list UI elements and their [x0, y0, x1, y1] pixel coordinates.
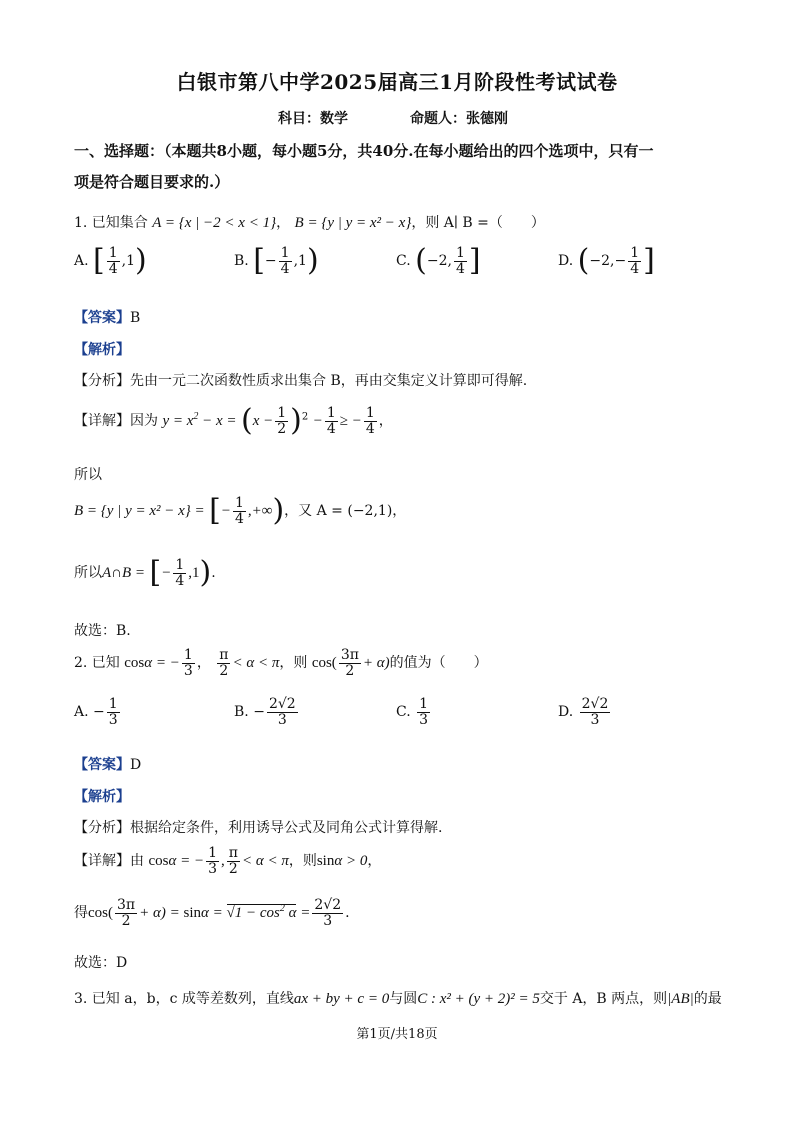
q2-prefix: 2. 已知 — [74, 655, 120, 672]
q1-set-a: A = {x | −2 < x < 1} — [152, 215, 277, 231]
frac-den: 4 — [630, 260, 640, 277]
formula-tail: ，又 A = (−2,1)， — [284, 503, 407, 520]
frac-num: 1 — [630, 245, 640, 261]
q2-analysis-tag — [74, 786, 130, 806]
subject-label: 科目：数学 — [278, 111, 348, 127]
frac-num: 1 — [455, 245, 465, 261]
analysis-tag: 【解析】 — [74, 789, 130, 805]
fenxi-tag: 【分析】 — [74, 373, 130, 389]
q1-stem — [74, 212, 545, 232]
frac-num: 1 — [280, 245, 290, 261]
option-label: A. — [74, 253, 89, 270]
q3-text-b: 与圆 — [389, 991, 418, 1007]
frac-num: 1 — [108, 696, 118, 712]
frac-den: 3 — [108, 711, 118, 728]
q2-sep: ， — [196, 655, 211, 672]
q1-set-b: B = {y | y = x² − x} — [294, 215, 412, 231]
frac-num: 2√2 — [268, 696, 296, 712]
q1-answer-line — [74, 307, 140, 327]
option-label: C. — [396, 704, 411, 721]
suoyi-text: 所以 — [74, 565, 102, 582]
frac-den: 4 — [280, 260, 290, 277]
formula-inter: A∩B = — [102, 565, 146, 582]
q1-option-a — [74, 243, 147, 279]
q3-text-c: 交于 A，B 两点，则 — [539, 991, 668, 1007]
option-label: D. — [558, 253, 574, 270]
page-title: 白银市第八中学2025届高三1月阶段性考试试卷 — [176, 70, 618, 94]
q1-option-d — [558, 243, 655, 279]
formula-b: B = {y | y = x² − x} = — [74, 503, 205, 520]
fenxi-text: 根据给定条件，利用诱导公式及同角公式计算得解. — [130, 820, 443, 836]
q3-stem — [74, 988, 722, 1008]
q3-circle-eq: C : x² + (y + 2)² = 5 — [417, 991, 540, 1007]
frac-den: 3 — [277, 711, 287, 728]
fenxi-text: 先由一元二次函数性质求出集合 B，再由交集定义计算即可得解. — [130, 373, 528, 389]
answer-tag: 【答案】 — [74, 757, 130, 773]
option-rest: ,1 — [293, 253, 307, 270]
detail-text: 由 — [130, 853, 144, 870]
frac-num: 1 — [419, 696, 429, 712]
q1-analysis-tag — [74, 339, 130, 359]
option-label: C. — [396, 253, 411, 270]
bracket: ) — [306, 243, 319, 279]
q2-derivation: 得cos( $\frac{3\pi}{2}$ + $\alpha) = \sin\alpha = √1 - \cos^2 \alpha$ = $\frac{2√2}{3}$ . — [74, 897, 350, 929]
q2-sep2: ，则 — [279, 655, 308, 672]
frac-den: 4 — [108, 260, 118, 277]
q2-option-a — [74, 697, 122, 727]
bracket: ) — [135, 243, 147, 279]
bracket: [ — [253, 243, 265, 279]
bracket: [ — [93, 243, 105, 279]
option-sign: − — [253, 704, 265, 721]
q2-end: 故选：D — [74, 955, 128, 971]
q3-line-eq: ax + by + c = 0 — [293, 991, 390, 1007]
bracket: ] — [643, 243, 655, 279]
de-text: 得 — [74, 905, 88, 922]
analysis-tag: 【解析】 — [74, 342, 130, 358]
q1-suoyi: 所以 — [74, 467, 102, 483]
q3-ab: |AB| — [667, 991, 694, 1007]
fenxi-tag: 【分析】 — [74, 820, 130, 836]
frac-den: 3 — [590, 711, 600, 728]
q3-text-a: 3. 已知 a，b，c 成等差数列，直线 — [74, 991, 294, 1007]
answer-tag: 【答案】 — [74, 310, 130, 326]
q2-fenxi — [74, 817, 442, 837]
bracket: ( — [577, 243, 590, 279]
frac-den: 3 — [419, 711, 429, 728]
section-header-line1: 一、选择题：（本题共8小题，每小题5分，共40分.在每小题给出的四个选项中，只有一 — [74, 142, 654, 160]
detail-tail: ， — [378, 413, 393, 430]
option-label: D. — [558, 704, 574, 721]
q2-option-c — [396, 697, 432, 727]
option-sign: − — [93, 704, 105, 721]
q3-text-d: 的最 — [693, 991, 722, 1007]
q1-answer: B — [130, 310, 141, 326]
bracket: ] — [468, 243, 481, 279]
q2-detail: 【详解】由 cosα = − $\frac{1}{3}$ , $\frac{\pi}{2}$ < α < π，则sinα > 0， — [74, 845, 382, 877]
q2-answer-line — [74, 754, 141, 774]
q1-end: 故选：B. — [74, 623, 131, 639]
q1-option-c — [396, 243, 481, 279]
q1-option-b — [234, 243, 319, 279]
option-label: B. — [234, 704, 249, 721]
q2-option-d — [558, 697, 612, 727]
option-pre: −2, — [426, 253, 452, 270]
bracket: ( — [415, 243, 427, 279]
q1-ask: ，则 A∣ B =（ ） — [411, 215, 545, 231]
q2-answer: D — [130, 757, 142, 773]
q1-detail: 【详解】因为 $y = x^2 - x = (x$ − $\frac{1}{2}$ )$^2$ − $\frac{1}{4}$ ≥ − $\frac{1}{4}$ ， — [74, 403, 393, 439]
frac-num: 1 — [108, 245, 118, 261]
frac-den: 4 — [455, 260, 465, 277]
option-rest: ,1 — [121, 253, 136, 270]
page-footer: 第1页/共18页 — [356, 1027, 438, 1042]
q1-comma: ， — [276, 215, 291, 231]
frac-num: 2√2 — [581, 696, 609, 712]
q2-ask: 的值为（ ） — [389, 655, 488, 672]
q2-option-b — [234, 697, 300, 727]
detail-text: 因为 — [130, 413, 158, 430]
formula-y: $y = x^2 - x$ = — [162, 411, 237, 430]
detail-tag: 【详解】 — [74, 413, 130, 430]
option-label: A. — [74, 704, 89, 721]
option-pre: −2,− — [589, 253, 627, 270]
q1-set-b-derivation: B = {y | y = x² − x} = [− $\frac{1}{4}$ ,+∞)，又 A = (−2,1)， — [74, 493, 407, 529]
q1-fenxi — [74, 370, 527, 390]
detail-tag: 【详解】 — [74, 853, 130, 870]
author-label: 命题人：张德刚 — [410, 111, 508, 127]
option-sign: − — [264, 253, 277, 270]
q1-intersection: 所以A∩B = [− $\frac{1}{4}$ ,1). — [74, 555, 216, 591]
section-header-line2: 项是符合题目要求的.） — [74, 173, 230, 191]
q1-prefix: 1. 已知集合 — [74, 215, 148, 231]
q2-stem: 2. 已知 cosα = − $\frac{1}{3}$ ， $\frac{\pi}{2}$ < α < π，则 cos( $\frac{3\pi}{2}$ + α)的值为（ ） — [74, 647, 488, 679]
detail-then: ，则 — [288, 853, 317, 870]
option-label: B. — [234, 253, 249, 270]
